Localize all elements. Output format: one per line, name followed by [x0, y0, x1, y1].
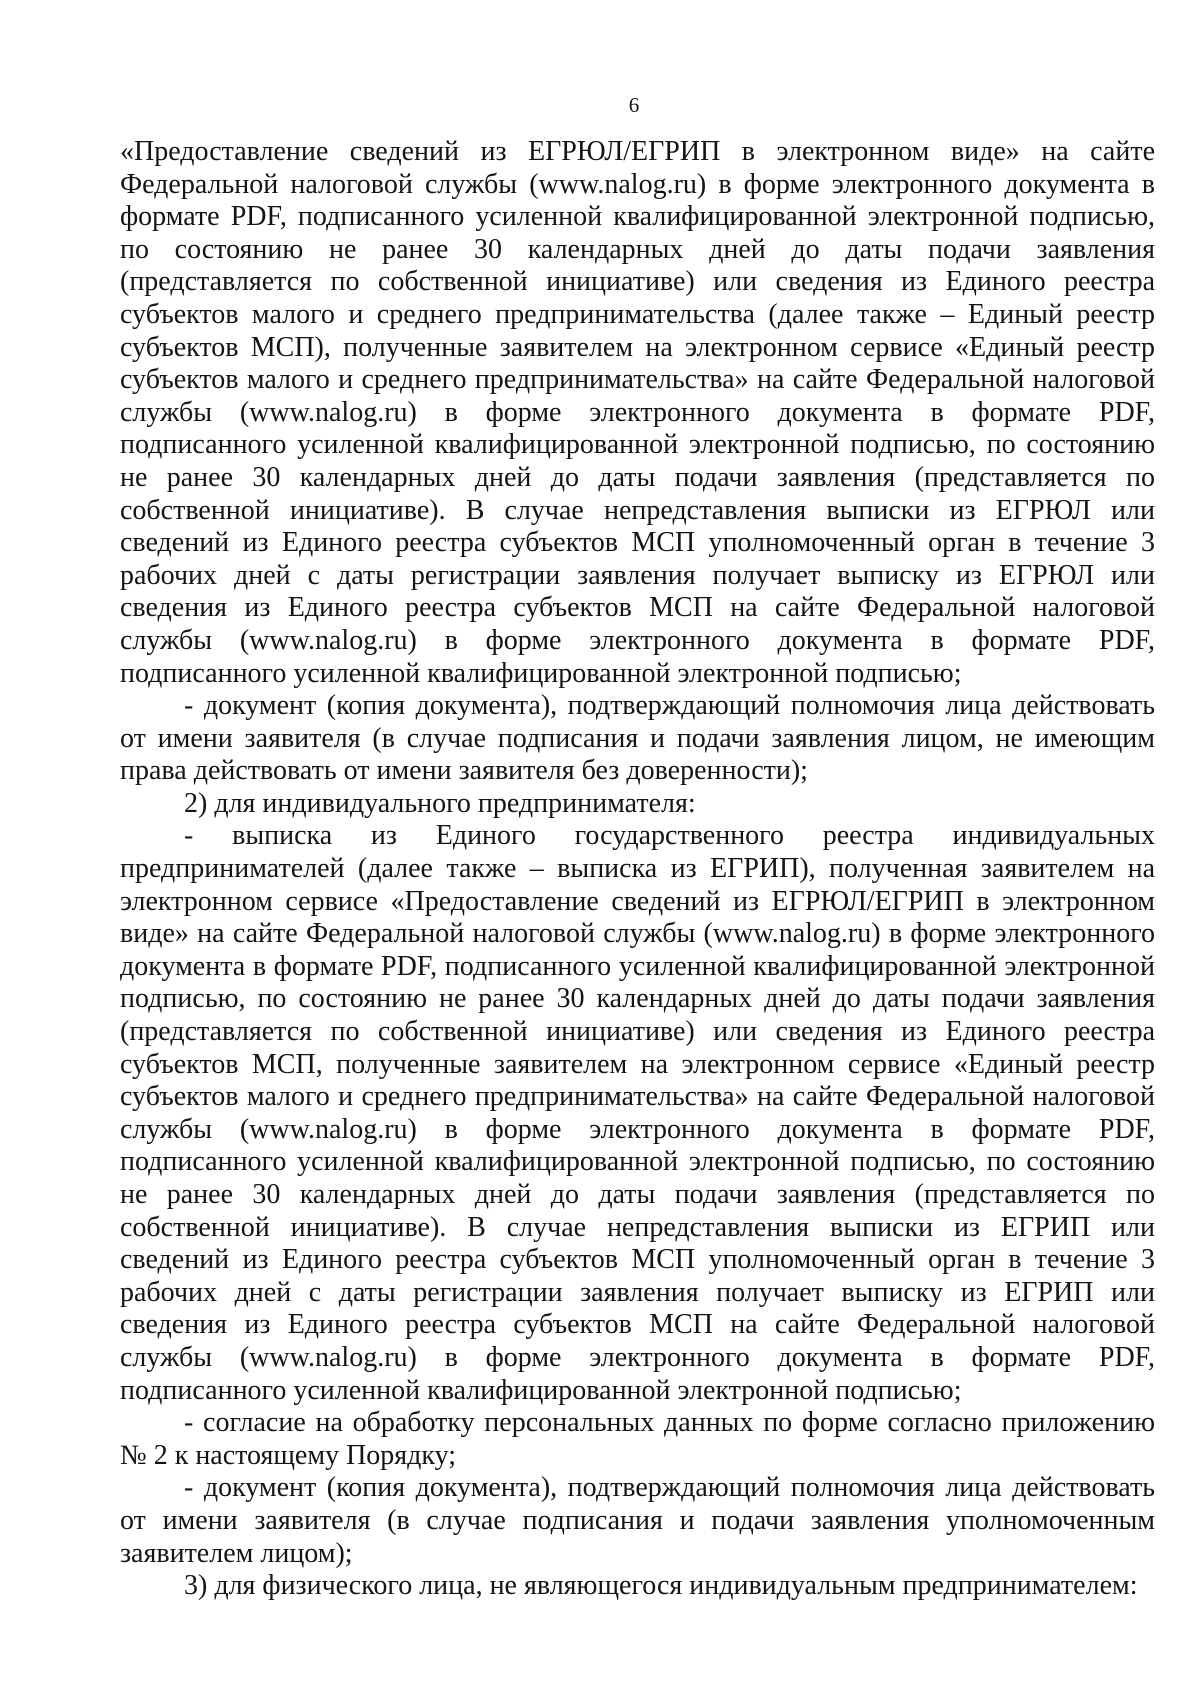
paragraph-personal-data-consent: - согласие на обработку персональных данных по форме согласно приложению № 2 к настоящему Порядку; [120, 1407, 1155, 1471]
document-body [120, 136, 1155, 1603]
paragraph-authority-document-ie: - документ (копия документа), подтверждающий полномочия лица действовать от имени заявителя (в случае подписания и подачи заявления уполномоченным заявителем лицом); [120, 1472, 1155, 1569]
paragraph-individual-heading: 3) для физического лица, не являющегося индивидуальным предпринимателем: [184, 1570, 1138, 1602]
paragraph-egrul-continuation: «Предоставление сведений из ЕГРЮЛ/ЕГРИП в электронном виде» на сайте Федеральной налоговой службы (www.nalog.ru) в форме электронного документа в формате PDF, подписанного усиленной квалифицированной электронной подписью, по состоянию не ранее 30 календарных дней до даты подачи заявления (представляется по собственной инициативе) или сведения из Единого реестра субъектов малого и среднего предпринимательства (далее также – Единый реестр субъектов МСП), полученные заявителем на электронном сервисе «Единый реестр субъектов малого и среднего предпринимательства» на сайте Федеральной налоговой службы (www.nalog.ru) в форме электронного документа в формате PDF, подписанного усиленной квалифицированной электронной подписью, по состоянию не ранее 30 календарных дней до даты подачи заявления (представляется по собственной инициативе). В случае непредставления выписки из ЕГРЮЛ или сведений из Единого реестра субъектов МСП уполномоченный орган в течение 3 рабочих дней с даты регистрации заявления получает выписку из ЕГРЮЛ или сведения из Единого реестра субъектов МСП на сайте Федеральной налоговой службы (www.nalog.ru) в форме электронного документа в формате PDF, подписанного усиленной квалифицированной электронной подписью; [120, 136, 1155, 689]
paragraph-authority-document-legal: - документ (копия документа), подтверждающий полномочия лица действовать от имени заявителя (в случае подписания и подачи заявления лицом, не имеющим права действовать от имени заявителя без доверенности); [120, 690, 1155, 787]
page-number: 6 [628, 93, 640, 117]
paragraph-individual-entrepreneur-heading: 2) для индивидуального предпринимателя: [184, 787, 696, 819]
paragraph-egrip-extract: - выписка из Единого государственного реестра индивидуальных предпринимателей (далее также – выписка из ЕГРИП), полученная заявителем на электронном сервисе «Предоставление сведений из ЕГРЮЛ/ЕГРИП в электронном виде» на сайте Федеральной налоговой службы (www.nalog.ru) в форме электронного документа в формате PDF, подписанного усиленной квалифицированной электронной подписью, по состоянию не ранее 30 календарных дней до даты подачи заявления (представляется по собственной инициативе) или сведения из Единого реестра субъектов МСП, полученные заявителем на электронном сервисе «Единый реестр субъектов малого и среднего предпринимательства» на сайте Федеральной налоговой службы (www.nalog.ru) в форме электронного документа в формате PDF, подписанного усиленной квалифицированной электронной подписью, по состоянию не ранее 30 календарных дней до даты подачи заявления (представляется по собственной инициативе). В случае непредставления выписки из ЕГРИП или сведений из Единого реестра субъектов МСП уполномоченный орган в течение 3 рабочих дней с даты регистрации заявления получает выписку из ЕГРИП или сведения из Единого реестра субъектов МСП на сайте Федеральной налоговой службы (www.nalog.ru) в форме электронного документа в формате PDF, подписанного усиленной квалифицированной электронной подписью; [120, 820, 1155, 1406]
